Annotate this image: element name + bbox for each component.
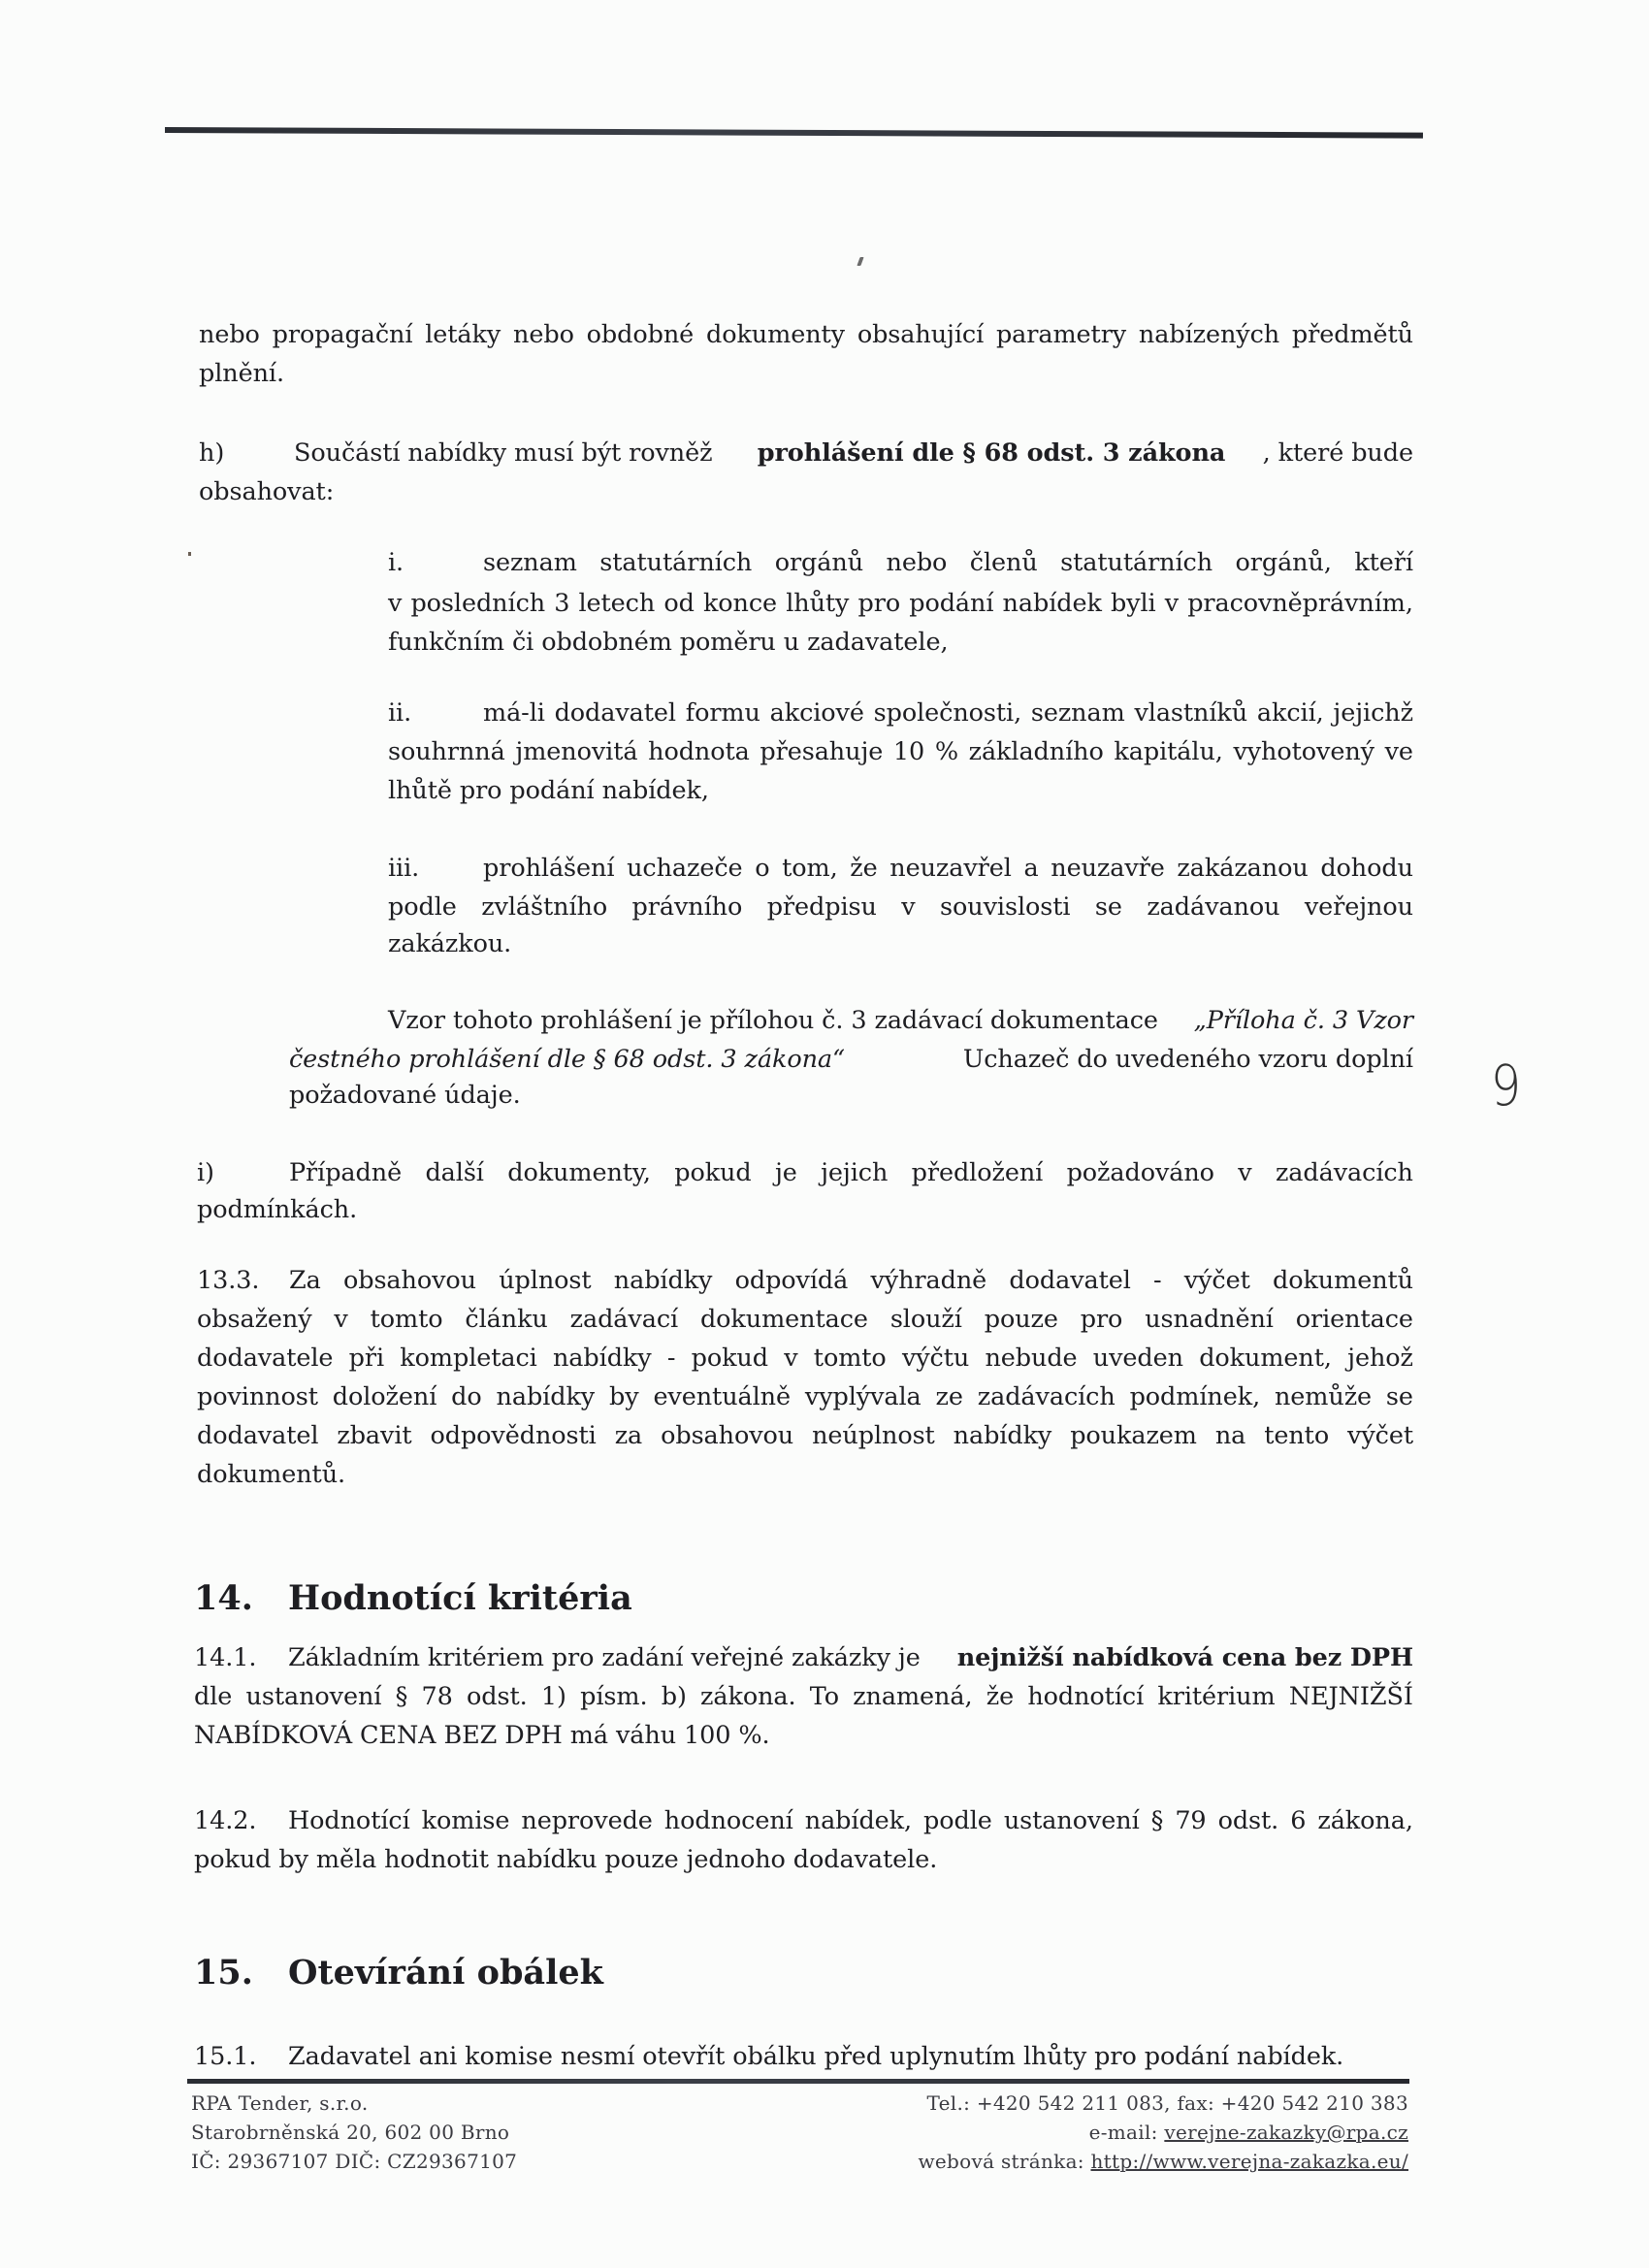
vzor-line — [289, 1045, 1413, 1074]
subitem-line: funkčním či obdobném poměru u zadavatele, — [388, 628, 949, 657]
word: statutárních — [1060, 548, 1213, 577]
word: výčet — [1347, 1421, 1413, 1450]
word: 78 — [421, 1682, 453, 1711]
continuation-line — [199, 320, 1413, 349]
word: nabídky — [496, 1382, 596, 1411]
footer-address: Starobrněnská 20, 602 00 Brno — [191, 2121, 510, 2144]
word: pro — [1080, 1305, 1123, 1334]
word: obsahovou — [342, 1266, 476, 1295]
word: jejich — [821, 1158, 889, 1187]
word: 79 — [1175, 1806, 1207, 1835]
word: veřejnou — [1304, 892, 1413, 922]
word: a — [1023, 854, 1039, 883]
word: obsažený — [197, 1305, 312, 1334]
word: poukazem — [1070, 1421, 1197, 1450]
word: zbavit — [337, 1421, 412, 1450]
p15-1-line: Zadavatel ani komise nesmí otevřít obálku před uplynutím lhůty pro podání nabídek. — [288, 2042, 1344, 2071]
word: základního — [968, 737, 1104, 766]
scan-artifact — [188, 552, 191, 556]
word: o — [755, 854, 770, 883]
page-number: 9 — [1490, 1053, 1522, 1118]
p14-1-line: NABÍDKOVÁ CENA BEZ DPH má váhu 100 %. — [194, 1721, 770, 1750]
word: nabídek — [1002, 589, 1102, 618]
word: obsahovou — [661, 1421, 794, 1450]
word: odpovídá — [734, 1266, 849, 1295]
word: podání — [909, 589, 994, 618]
word: že — [986, 1682, 1015, 1711]
word: posledních — [410, 589, 546, 618]
word: v — [1164, 589, 1180, 618]
word: pokud — [674, 1158, 752, 1187]
word: usnadnění — [1145, 1305, 1274, 1334]
word: do — [451, 1382, 482, 1411]
word: nabídek, — [804, 1806, 913, 1835]
subitem-line — [483, 854, 1413, 883]
word: neuzavře — [1051, 854, 1165, 883]
section-15-number: 15. — [194, 1953, 253, 1993]
word: společnosti, — [873, 698, 1022, 728]
p14-2-line: pokud by měla hodnotit nabídku pouze jednoho dodavatele. — [194, 1845, 938, 1874]
word: předmětů — [1291, 320, 1413, 349]
word: jejichž — [1333, 698, 1413, 728]
word: podle — [923, 1806, 992, 1835]
word: zvláštního — [481, 892, 608, 922]
word: nemůže — [1274, 1382, 1373, 1411]
word: odst. — [467, 1682, 528, 1711]
word: kompletaci — [400, 1344, 537, 1373]
word: orientace — [1295, 1305, 1413, 1334]
word: vyhotovený — [1233, 737, 1374, 766]
word: znamená, — [853, 1682, 973, 1711]
word: komise — [421, 1806, 510, 1835]
word: úplnost — [499, 1266, 592, 1295]
word: tom, — [782, 854, 838, 883]
word: nebo — [199, 320, 260, 349]
word: předložení — [911, 1158, 1044, 1187]
word: eventuálně — [653, 1382, 791, 1411]
word: se — [1094, 892, 1122, 922]
word: 1) — [540, 1682, 566, 1711]
subitem-line: zakázkou. — [388, 929, 512, 958]
word: akcií, — [1256, 698, 1324, 728]
p14-1-bold: nejnižší nabídková cena bez DPH — [956, 1643, 1413, 1672]
word: dokumentů — [1272, 1266, 1413, 1295]
word: byli — [1110, 589, 1156, 618]
word: parametry — [995, 320, 1127, 349]
footer-company: RPA Tender, s.r.o. — [191, 2091, 369, 2115]
word: orgánů, — [1235, 548, 1332, 577]
word: by — [609, 1382, 639, 1411]
word: na — [1214, 1421, 1246, 1450]
word: To — [809, 1682, 839, 1711]
p13-3-line — [289, 1266, 1413, 1295]
p13-3-number: 13.3. — [197, 1266, 260, 1295]
p14-1-line — [288, 1643, 1413, 1672]
subitem-line — [483, 548, 1413, 577]
word: článku — [465, 1305, 548, 1334]
item-i-line — [289, 1158, 1413, 1187]
scan-artifact — [857, 257, 863, 266]
word: v — [901, 892, 916, 922]
word: orgánů — [774, 548, 864, 577]
word: podle — [388, 892, 457, 922]
word: souvislosti — [940, 892, 1071, 922]
word: 6 — [1290, 1806, 1307, 1835]
word: dokumentace — [699, 1305, 868, 1334]
p14-1-line — [194, 1682, 1413, 1711]
word: pro — [857, 589, 901, 618]
vzor-italic: čestného prohlášení dle § 68 odst. 3 zákona“ — [289, 1045, 845, 1074]
footer-web-label: webová stránka: — [918, 2150, 1091, 2173]
word: zadávacích — [977, 1382, 1116, 1411]
section-15-title: Otevírání obálek — [288, 1953, 603, 1993]
word: výčtu — [901, 1344, 970, 1373]
word: seznam — [483, 548, 577, 577]
word: § — [395, 1682, 408, 1711]
word: % — [934, 737, 958, 766]
word: ve — [1384, 737, 1413, 766]
p15-1-number: 15.1. — [194, 2042, 257, 2071]
word: nabízených — [1138, 320, 1280, 349]
section-14-title: Hodnotící kritéria — [288, 1578, 632, 1618]
subitem-line: lhůtě pro podání nabídek, — [388, 776, 709, 805]
word: zadávacích — [1275, 1158, 1413, 1187]
subitem-line — [483, 698, 1413, 728]
word: pracovněprávním, — [1187, 589, 1413, 618]
word: neúplnost — [812, 1421, 935, 1450]
word: povinnost — [197, 1382, 318, 1411]
word: hodnocení — [663, 1806, 793, 1835]
word: - — [1153, 1266, 1162, 1295]
word: b) — [661, 1682, 687, 1711]
p13-3-line — [197, 1382, 1413, 1411]
subitem-marker: iii. — [388, 854, 420, 883]
vzor-line: požadované údaje. — [289, 1081, 521, 1110]
subitem-marker: ii. — [388, 698, 412, 728]
word: odpovědnosti — [430, 1421, 597, 1450]
word: dokument, — [1199, 1344, 1332, 1373]
p14-1-number: 14.1. — [194, 1643, 257, 1672]
word: dle — [194, 1682, 233, 1711]
word: od — [663, 589, 695, 618]
word: dokumenty — [705, 320, 845, 349]
word: uchazeče — [627, 854, 743, 883]
footer-email-row — [1089, 2122, 1408, 2142]
word: souhrnná — [388, 737, 505, 766]
word: nebo — [513, 320, 574, 349]
word: v — [1238, 1158, 1252, 1187]
p13-3-line — [197, 1421, 1413, 1450]
word: ze — [935, 1382, 963, 1411]
word: obsahující — [857, 320, 985, 349]
word: konce — [702, 589, 778, 618]
word: kapitálu, — [1114, 737, 1223, 766]
item-i-line: podmínkách. — [197, 1195, 358, 1224]
word: pokud — [691, 1344, 768, 1373]
header-rule — [165, 127, 1423, 139]
p13-3-line: dokumentů. — [197, 1460, 346, 1489]
item-h-text: , které bude — [1262, 438, 1413, 468]
word: ustanovení — [1003, 1806, 1140, 1835]
word: ustanovení — [245, 1682, 382, 1711]
item-i-marker: i) — [197, 1158, 214, 1187]
word: právního — [631, 892, 743, 922]
word: předpisu — [766, 892, 877, 922]
word: zakázanou — [1177, 854, 1309, 883]
word: výhradně — [870, 1266, 987, 1295]
word: nabídky — [552, 1344, 652, 1373]
word: v — [388, 589, 403, 618]
word: pouze — [984, 1305, 1058, 1334]
word: neprovede — [521, 1806, 653, 1835]
word: obdobné — [586, 320, 695, 349]
footer-email-label: e-mail: — [1088, 2121, 1165, 2144]
subitem-marker: i. — [388, 548, 404, 577]
word: nebo — [886, 548, 948, 577]
word: v — [784, 1344, 798, 1373]
word: dodavatel — [1009, 1266, 1131, 1295]
word: neuzavřel — [889, 854, 1012, 883]
word: prohlášení — [483, 854, 615, 883]
word: kritérium — [1157, 1682, 1276, 1711]
p14-1-text: Základním kritériem pro zadání veřejné zakázky je — [288, 1643, 928, 1672]
p13-3-line — [197, 1346, 1413, 1372]
footer-web-row — [919, 2152, 1409, 2171]
item-h-line: obsahovat: — [199, 477, 335, 506]
continuation-line: plnění. — [199, 359, 284, 388]
word: hodnotící — [1027, 1682, 1145, 1711]
word: uveden — [1092, 1344, 1183, 1373]
item-h-line — [294, 438, 1413, 468]
word: - — [666, 1344, 676, 1373]
word: seznam — [1030, 698, 1125, 728]
footer-rule — [187, 2079, 1409, 2084]
word: další — [425, 1158, 484, 1187]
word: tomto — [813, 1344, 887, 1373]
word: má-li — [483, 698, 545, 728]
word: jehož — [1347, 1344, 1413, 1373]
word: tento — [1264, 1421, 1330, 1450]
word: podmínek, — [1129, 1382, 1261, 1411]
p14-2-number: 14.2. — [194, 1806, 257, 1835]
item-h-bold: prohlášení dle § 68 odst. 3 zákona — [757, 438, 1226, 468]
item-h-text: Součástí nabídky musí být rovněž — [294, 438, 721, 468]
word: 3 — [554, 589, 570, 618]
word: statutárních — [599, 548, 753, 577]
word: Za — [289, 1266, 321, 1295]
word: slouží — [889, 1305, 962, 1334]
word: zadávací — [569, 1305, 679, 1334]
word: letech — [578, 589, 656, 618]
word: v — [334, 1305, 348, 1334]
word: dokumenty, — [507, 1158, 651, 1187]
word: zákona. — [700, 1682, 796, 1711]
word: propagační — [272, 320, 413, 349]
word: nabídky — [613, 1266, 713, 1295]
word: dodavatele — [197, 1344, 334, 1373]
word: lhůty — [786, 589, 850, 618]
subitem-line — [388, 737, 1413, 766]
word: akciové — [769, 698, 864, 728]
word: vlastníků — [1134, 698, 1248, 728]
word: přesahuje — [760, 737, 884, 766]
vzor-italic: „Příloha č. 3 Vzor — [1193, 1006, 1413, 1035]
vzor-line — [388, 1006, 1413, 1035]
p14-2-line — [288, 1806, 1413, 1835]
item-h-marker: h) — [199, 438, 225, 468]
subitem-line — [388, 892, 1413, 922]
word: Hodnotící — [288, 1806, 410, 1835]
word: nebude — [985, 1344, 1078, 1373]
word: nabídky — [953, 1421, 1052, 1450]
footer-phone: Tel.: +420 542 211 083, fax: +420 542 210 383 — [926, 2091, 1408, 2115]
word: Případně — [289, 1158, 403, 1187]
subitem-line — [388, 589, 1413, 618]
vzor-text: Vzor tohoto prohlášení je přílohou č. 3 zadávací dokumentace — [388, 1006, 1166, 1035]
word: za — [614, 1421, 643, 1450]
word: požadováno — [1066, 1158, 1214, 1187]
word: že — [850, 854, 878, 883]
vzor-text: Uchazeč do uvedeného vzoru doplní — [954, 1045, 1413, 1074]
word: dodavatel — [554, 698, 676, 728]
word: zadávanou — [1147, 892, 1280, 922]
word: se — [1385, 1382, 1413, 1411]
word: 10 — [892, 737, 925, 766]
footer-ids: IČ: 29367107 DIČ: CZ29367107 — [191, 2150, 518, 2173]
word: § — [1150, 1806, 1164, 1835]
p13-3-line — [197, 1305, 1413, 1334]
word: formu — [685, 698, 760, 728]
word: dohodu — [1320, 854, 1413, 883]
footer-web-link[interactable]: http://www.verejna-zakazka.eu/ — [1090, 2150, 1408, 2173]
word: doložení — [332, 1382, 437, 1411]
word: členů — [969, 548, 1038, 577]
word: NEJNIŽŠÍ — [1288, 1682, 1413, 1711]
word: výčet — [1183, 1266, 1250, 1295]
word: hodnota — [648, 737, 750, 766]
word: písm. — [580, 1682, 648, 1711]
word: letáky — [425, 320, 501, 349]
word: vyplývala — [804, 1382, 922, 1411]
section-14-number: 14. — [194, 1578, 253, 1618]
word: jmenovitá — [515, 737, 638, 766]
word: dodavatel — [197, 1421, 319, 1450]
word: tomto — [370, 1305, 443, 1334]
word: zákona, — [1317, 1806, 1413, 1835]
word: kteří — [1354, 548, 1413, 577]
word: odst. — [1217, 1806, 1279, 1835]
word: je — [774, 1158, 797, 1187]
word: při — [348, 1344, 385, 1373]
footer-email-link[interactable]: verejne-zakazky@rpa.cz — [1164, 2121, 1408, 2144]
